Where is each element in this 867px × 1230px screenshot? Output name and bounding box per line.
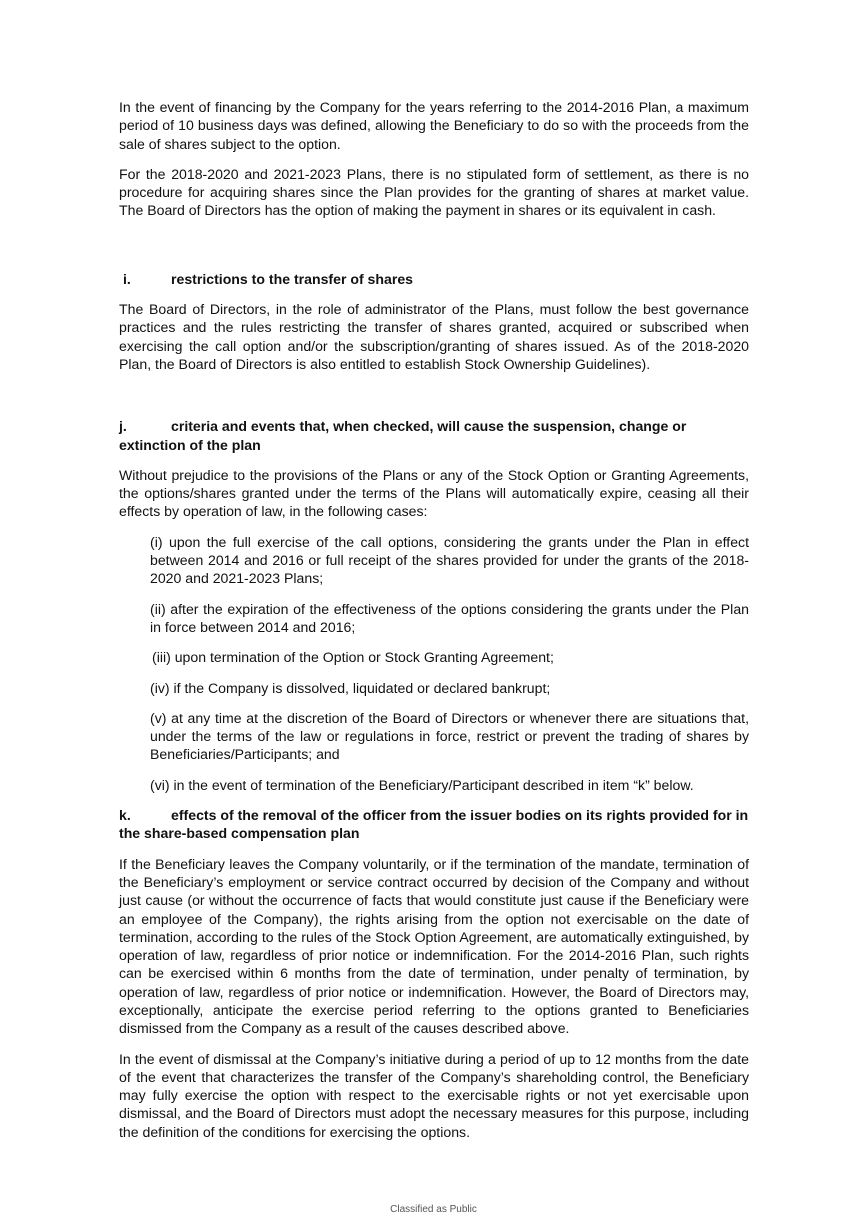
list-item: (vi) in the event of termination of the Beneficiary/Participant described in item “k” below. xyxy=(150,776,694,793)
section-k-title: effects of the removal of the officer from the issuer bodies on its rights provided for in the share-based compensation plan xyxy=(119,807,749,842)
section-k-heading xyxy=(119,806,749,843)
spacer xyxy=(119,232,749,270)
section-j-intro: Without prejudice to the provisions of the Plans or any of the Stock Option or Granting Agreements, the options/shares granted under the terms of the Plans will automatically expire, ceasing all their effects by operation of law, in the following cases: xyxy=(119,466,749,520)
section-j-title: criteria and events that, when checked, will cause the suspension, change or extinction of the plan xyxy=(119,418,687,453)
document-page xyxy=(119,98,749,1153)
section-i-title: restrictions to the transfer of shares xyxy=(171,270,414,287)
list-item: (iii) upon termination of the Option or Stock Granting Agreement; xyxy=(152,649,554,666)
section-i-letter: i. xyxy=(123,270,131,287)
section-i-heading xyxy=(119,270,749,288)
section-i-body: The Board of Directors, in the role of administrator of the Plans, must follow the best governance practices and the rules restricting the transfer of shares granted, acquired or subscribed when exercising the call option and/or the subscription/granting of shares issued. As of the 2018-2020 Plan, the Board of Directors is also entitled to establish Stock Ownership Guidelines). xyxy=(119,301,749,372)
list-item: (iv) if the Company is dissolved, liquidated or declared bankrupt; xyxy=(150,679,551,696)
section-k-body-2: In the event of dismissal at the Company’s initiative during a period of up to 12 months from the date of the event that characterizes the transfer of the Company’s shareholding control, the Beneficiary may fully exercise the option with respect to the exercisable rights or not yet exercisable upon dismissal, and the Board of Directors must adopt the necessary measures for this purpose, including the definition of the conditions for exercising the options. xyxy=(119,1050,749,1140)
list-item: (v) at any time at the discretion of the Board of Directors or whenever there are situations that, under the terms of the law or regulations in force, restrict or prevent the trading of shares by Beneficiaries/Participants; and xyxy=(150,709,749,763)
classification-footer: Classified as Public xyxy=(390,1204,477,1215)
section-j-letter: j. xyxy=(119,418,127,435)
list-item: (ii) after the expiration of the effectiveness of the options considering the grants under the Plan in force between 2014 and 2016; xyxy=(150,600,749,635)
spacer xyxy=(119,385,749,417)
paragraph-financing: In the event of financing by the Company for the years referring to the 2014-2016 Plan, a maximum period of 10 business days was defined, allowing the Beneficiary to do so with the proceeds from the sale of shares subject to the option. xyxy=(119,99,749,152)
list-item: (i) upon the full exercise of the call options, considering the grants under the Plan in effect between 2014 and 2016 or full receipt of the shares provided for under the grants of the 2018-2020 and 2021-2023 Plans; xyxy=(150,533,749,587)
section-j-heading xyxy=(119,417,749,454)
section-k-letter: k. xyxy=(119,807,131,824)
section-k-body-1: If the Beneficiary leaves the Company voluntarily, or if the termination of the mandate, termination of the Beneficiary’s employment or service contract occurred by decision of the Company and without just cause (or without the occurrence of facts that would constitute just cause if the Beneficiary were an employee of the Company), the rights arising from the option not exercisable on the date of termination, according to the rules of the Stock Option Agreement, are automatically extinguished, by operation of law, regardless of prior notice or indemnification. For the 2014-2016 Plan, such rights can be exercised within 6 months from the date of termination, under penalty of termination, by operation of law, regardless of prior notice or indemnification. However, the Board of Directors may, exceptionally, anticipate the exercise period referring to the options granted to Beneficiaries dismissed from the Company as a result of the causes described above. xyxy=(119,855,749,1037)
paragraph-settlement: For the 2018-2020 and 2021-2023 Plans, there is no stipulated form of settlement, as there is no procedure for acquiring shares since the Plan provides for the granting of shares at market value. The Board of Directors has the option of making the payment in shares or its equivalent in cash. xyxy=(119,165,749,219)
